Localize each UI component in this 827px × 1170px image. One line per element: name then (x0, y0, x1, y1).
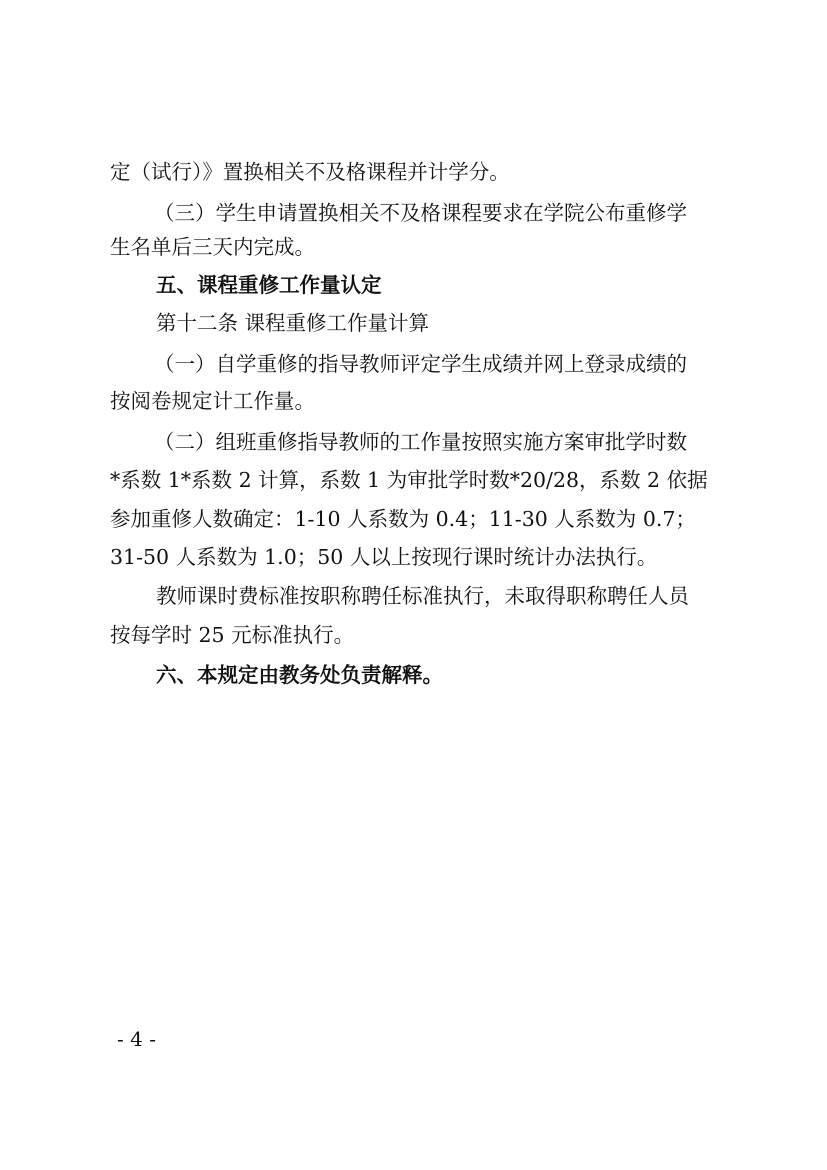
line-text-6: （一）自学重修的指导教师评定学生成绩并网上登录成绩的 (154, 352, 687, 376)
line-text-1: 定（试行）》置换相关不及格课程并计学分。 (110, 160, 510, 184)
paragraph-line-9 (110, 466, 708, 494)
paragraph-line-10 (110, 505, 696, 533)
paragraph-line-11 (110, 543, 657, 571)
paragraph-line-3 (110, 233, 315, 261)
article-12-heading (156, 309, 429, 337)
section-heading-6 (156, 661, 443, 689)
paragraph-line-13 (110, 621, 354, 649)
line-text-9: *系数 1*系数 2 计算，系数 1 为审批学时数*20/28，系数 2 依据 (110, 468, 708, 492)
line-text-3: 生名单后三天内完成。 (110, 235, 315, 259)
line-text-7: 按阅卷规定计工作量。 (110, 389, 315, 413)
paragraph-line-1 (110, 158, 530, 186)
line-text-2: （三）学生申请置换相关不及格课程要求在学院公布重修学 (154, 201, 687, 225)
line-text-10: 参加重修人数确定：1-10 人系数为 0.4；11-30 人系数为 0.7； (110, 507, 696, 531)
article-12-heading-text: 第十二条 课程重修工作量计算 (156, 311, 430, 335)
line-text-12: 教师课时费标准按职称聘任标准执行，未取得职称聘任人员 (156, 584, 689, 608)
paragraph-line-12 (156, 582, 689, 610)
page-number: - 4 - (117, 1027, 156, 1051)
paragraph-line-8 (154, 428, 687, 456)
section-heading-5-text: 五、课程重修工作量认定 (156, 273, 382, 297)
paragraph-line-2 (154, 199, 687, 227)
paragraph-line-6 (154, 350, 687, 378)
line-text-11: 31-50 人系数为 1.0；50 人以上按现行课时统计办法执行。 (110, 545, 658, 569)
paragraph-line-7 (110, 387, 315, 415)
line-text-8: （二）组班重修指导教师的工作量按照实施方案审批学时数 (154, 430, 687, 454)
section-heading-5 (156, 271, 382, 299)
section-heading-6-text: 六、本规定由教务处负责解释。 (156, 663, 443, 687)
line-text-13: 按每学时 25 元标准执行。 (110, 623, 355, 647)
